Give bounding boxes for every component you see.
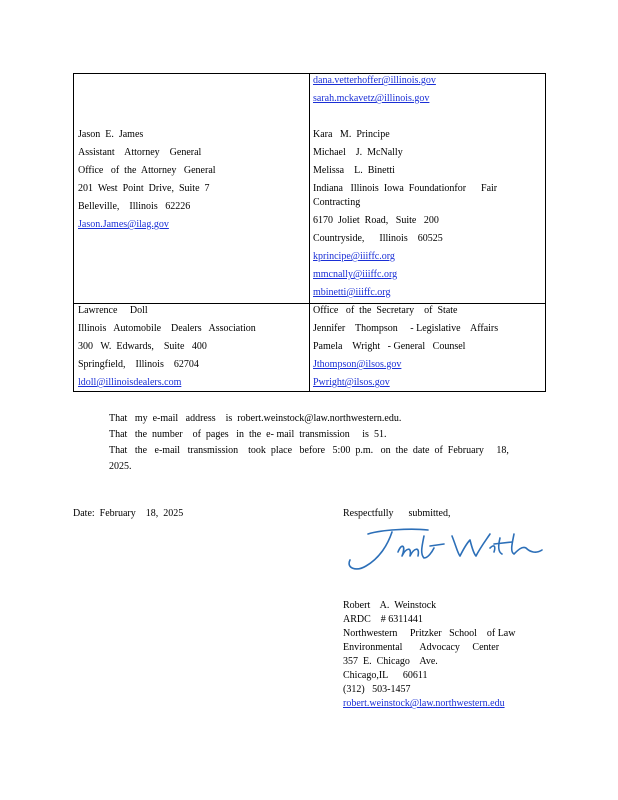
email-link[interactable]: Jthompson@ilsos.gov [313,359,402,370]
contact-name: Melissa L. Binetti [313,165,395,176]
contact-name: Kara M. Principe [313,129,390,140]
contact-city: Belleville, Illinois 62226 [78,201,191,212]
email-link[interactable]: dana.vetterhoffer@illinois.gov [313,75,436,86]
signer-street: 357 E. Chicago Ave. [343,656,438,667]
signer-name: Robert A. Weinstock [343,600,437,611]
date-line: Date: February 18, 2025 [73,508,184,519]
handwritten-signature [340,522,550,574]
email-link[interactable]: kprincipe@iiiffc.org [313,251,395,262]
email-link[interactable]: mbinetti@iiiffc.org [313,287,391,298]
contact-street: 6170 Joliet Road, Suite 200 [313,215,439,226]
signer-school: Northwestern Pritzker School of Law [343,628,516,639]
signer-phone: (312) 503-1457 [343,684,411,695]
statement-line: 2025. [109,461,132,472]
contact-city: Countryside, Illinois 60525 [313,233,443,244]
statement-line: That the number of pages in the e- mail transmission is 51. [109,429,387,440]
contact-name: Lawrence Doll [78,305,148,316]
email-link[interactable]: Pwright@ilsos.gov [313,377,390,388]
contact-org: Indiana Illinois Iowa Foundationfor Fair [313,183,498,194]
email-link[interactable]: Jason.James@ilag.gov [78,219,169,230]
email-link[interactable]: robert.weinstock@law.northwestern.edu [343,698,505,709]
statement-line: That the e-mail transmission took place before 5:00 p.m. on the date of February 18, [109,445,509,456]
contact-office: Office of the Secretary of State [313,305,458,316]
signer-center: Environmental Advocacy Center [343,642,500,653]
contact-name: Jason E. James [78,129,144,140]
email-link[interactable]: mmcnally@iiiffc.org [313,269,398,280]
contact-org: Illinois Automobile Dealers Association [78,323,256,334]
contact-name: Michael J. McNally [313,147,403,158]
contact-name: Pamela Wright - General Counsel [313,341,466,352]
closing: Respectfully submitted, [343,508,451,519]
signer-ardc: ARDC # 6311441 [343,614,423,625]
contact-street: 201 West Point Drive, Suite 7 [78,183,210,194]
contact-name: Jennifer Thompson - Legislative Affairs [313,323,499,334]
contact-office: Office of the Attorney General [78,165,216,176]
contact-title: Assistant Attorney General [78,147,202,158]
contact-street: 300 W. Edwards, Suite 400 [78,341,207,352]
email-link[interactable]: ldoll@illinoisdealers.com [78,377,182,388]
statement-line: That my e-mail address is robert.weinstock@law.northwestern.edu. [109,413,402,424]
contact-org: Contracting [313,197,361,208]
contact-city: Springfield, Illinois 62704 [78,359,199,370]
email-link[interactable]: sarah.mckavetz@illinois.gov [313,93,430,104]
signer-city: Chicago,IL 60611 [343,670,428,681]
